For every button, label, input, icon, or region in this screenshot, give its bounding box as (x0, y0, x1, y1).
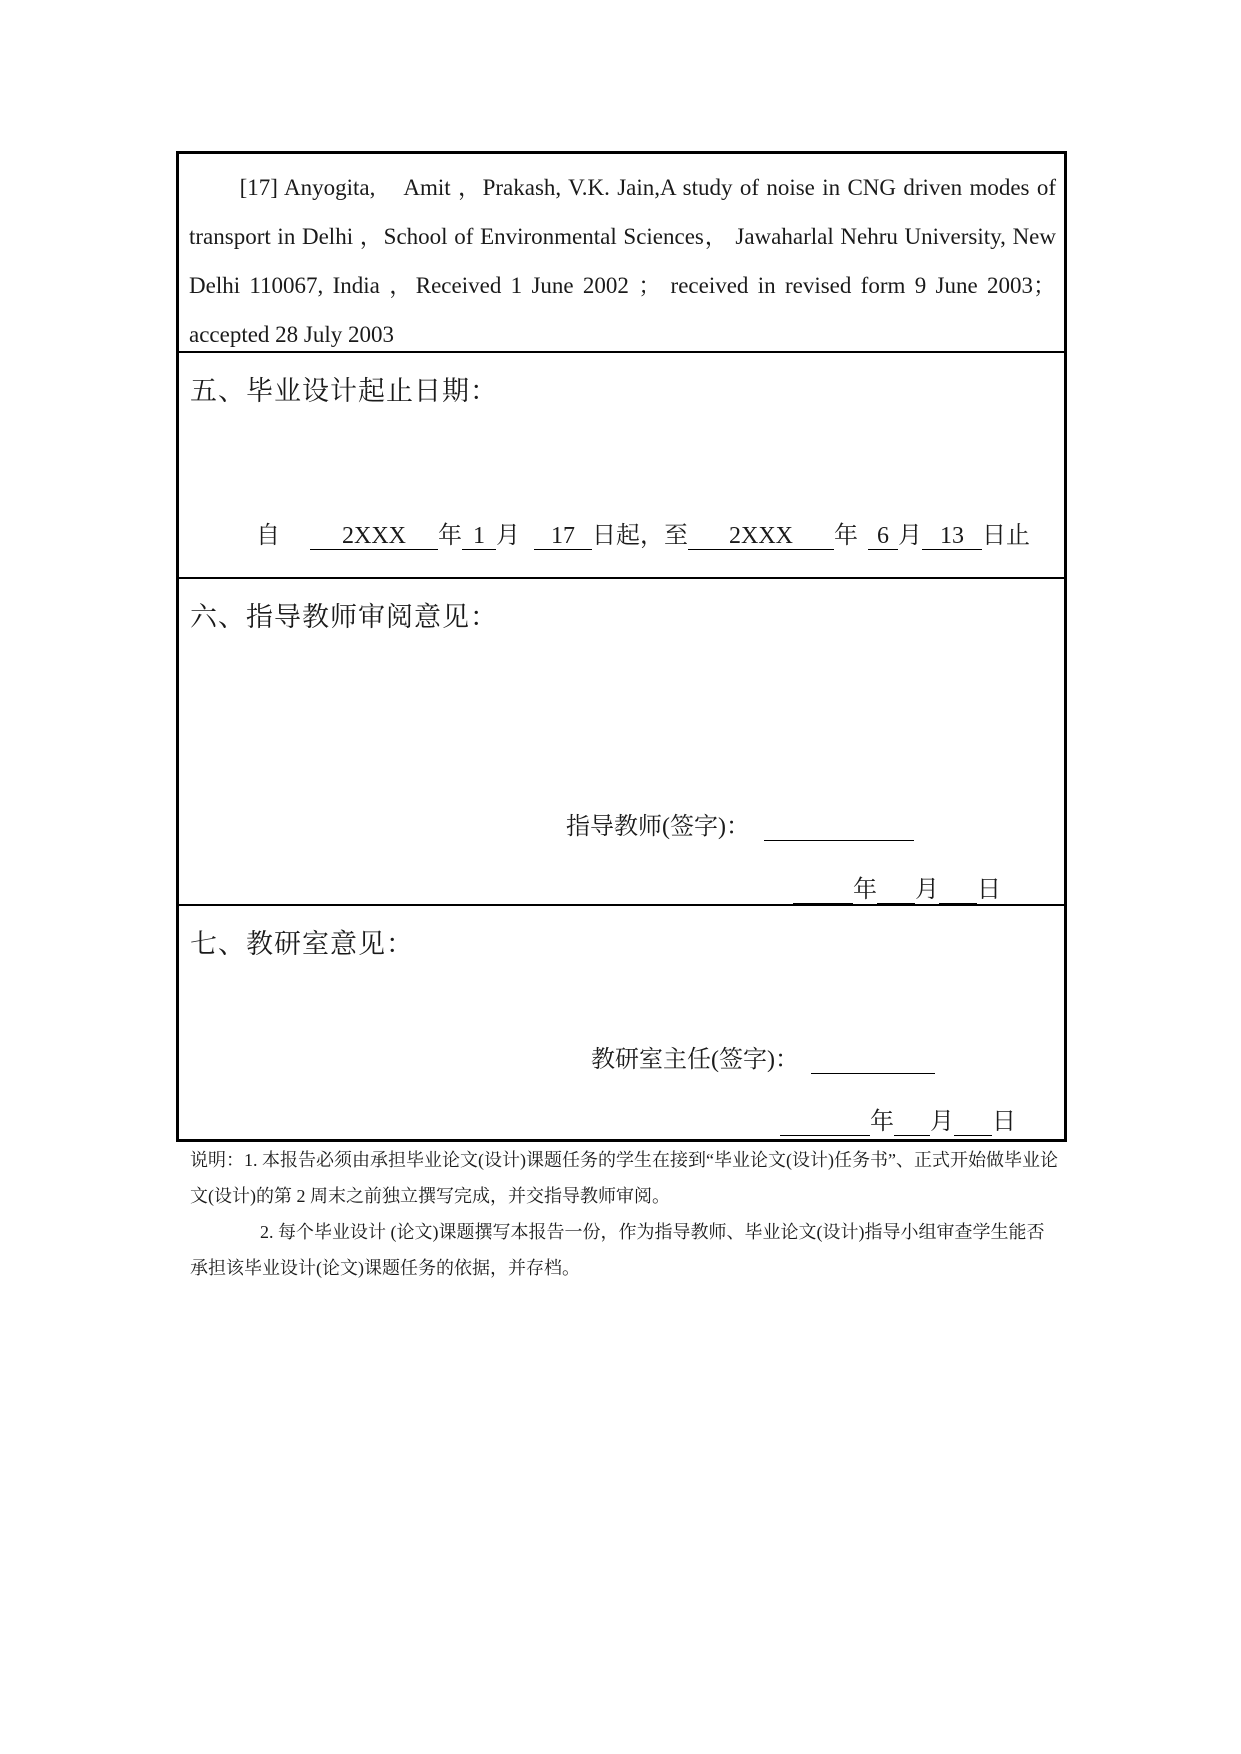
advisor-signature-line (566, 806, 914, 841)
section-title-advisor-review: 六、指导教师审阅意见： (190, 602, 498, 632)
advisor-year-label: 年 (853, 877, 877, 903)
instructions-notes (190, 1142, 1062, 1286)
director-signature-label: 教研室主任(签字)： (591, 1047, 799, 1073)
start-month-field[interactable]: 1 (462, 523, 496, 550)
start-year-label: 年 (438, 523, 462, 549)
office-date-line (780, 1101, 1016, 1136)
office-date-month-field[interactable] (894, 1111, 930, 1136)
start-year-field[interactable]: 2XXX (310, 523, 438, 550)
report-form-table (176, 151, 1067, 1142)
director-signature-line (591, 1039, 935, 1074)
advisor-date-year-field[interactable] (793, 879, 853, 904)
office-month-label: 月 (930, 1109, 954, 1135)
design-dates-section (179, 353, 1064, 579)
advisor-signature-field[interactable] (764, 816, 914, 841)
end-suffix: 日止 (982, 523, 1030, 549)
advisor-date-day-field[interactable] (939, 879, 977, 904)
office-date-year-field[interactable] (780, 1111, 870, 1136)
advisor-signature-label: 指导教师(签字)： (566, 814, 750, 840)
reference-cell (179, 154, 1064, 353)
from-prefix: 自 (256, 523, 280, 549)
section-title-dates: 五、毕业设计起止日期： (190, 376, 498, 406)
end-year-field[interactable]: 2XXX (688, 523, 834, 550)
advisor-date-month-field[interactable] (877, 879, 915, 904)
note-1: 说明：1. 本报告必须由承担毕业论文(设计)课题任务的学生在接到“毕业论文(设计)任务书”、正式开始做毕业论文(设计)的第 2 周末之前独立撰写完成，并交指导教师审阅。 (190, 1150, 1058, 1206)
director-signature-field[interactable] (811, 1049, 935, 1074)
office-date-day-field[interactable] (954, 1111, 992, 1136)
end-month-field[interactable]: 6 (868, 523, 898, 550)
start-month-label: 月 (496, 523, 520, 549)
advisor-day-label: 日 (977, 877, 1001, 903)
end-year-label: 年 (834, 523, 858, 549)
note-2: 2. 每个毕业设计 (论文)课题撰写本报告一份，作为指导教师、毕业论文(设计)指导小组审查学生能否承担该毕业设计(论文)课题任务的依据，并存档。 (190, 1222, 1045, 1278)
advisor-month-label: 月 (915, 877, 939, 903)
reference-entry: [17] Anyogita, Amit ，Prakash, V.K. Jain,A study of noise in CNG driven modes of transport in Delhi ，School of Environmental Sciences， Jawaharlal Nehru University, New Delhi 110067, India ，Received 1 June 2002 ； received in revised form 9 June 2003； accepted 28 July 2003 (189, 175, 1056, 347)
advisor-review-section (179, 579, 1064, 906)
advisor-date-line (793, 869, 1001, 904)
date-range-line (256, 515, 1030, 550)
office-day-label: 日 (992, 1109, 1016, 1135)
end-day-field[interactable]: 13 (922, 523, 982, 550)
start-day-field[interactable]: 17 (534, 523, 592, 550)
section-title-teaching-office: 七、教研室意见： (190, 929, 414, 959)
start-suffix: 日起，至 (592, 523, 688, 549)
end-month-label: 月 (898, 523, 922, 549)
teaching-office-section (179, 906, 1064, 1139)
office-year-label: 年 (870, 1109, 894, 1135)
